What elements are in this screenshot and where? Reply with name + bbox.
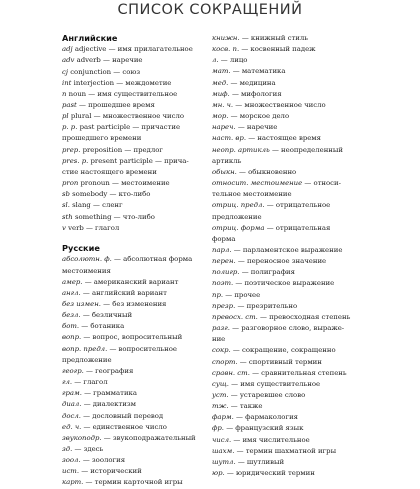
abbreviation-entry: [62, 122, 210, 133]
abbreviation-term: перен.: [212, 257, 236, 266]
abbreviation-entry: [62, 411, 210, 422]
abbreviation-meaning: — юридический термин: [224, 469, 315, 478]
abbreviation-term: pl: [62, 112, 69, 121]
abbreviation-entry: [62, 78, 210, 89]
abbreviation-meaning: — превосходная степень: [257, 312, 351, 321]
abbreviation-entry: [62, 344, 210, 355]
abbreviation-term: отриц. предл.: [212, 201, 265, 210]
abbreviation-meaning: verb — глагол: [65, 223, 120, 232]
abbreviation-term: сокр.: [212, 346, 231, 355]
abbreviation-entry: [212, 401, 382, 412]
abbreviation-entry: [62, 332, 210, 343]
abbreviation-term: pron: [62, 179, 79, 188]
abbreviation-entry: [212, 178, 382, 189]
abbreviation-entry: [212, 100, 382, 111]
abbreviation-entry: [212, 167, 382, 178]
abbreviation-entry: [62, 466, 210, 477]
abbreviation-meaning: — морское дело: [228, 112, 290, 121]
abbreviation-meaning: — мифология: [229, 89, 282, 98]
abbreviation-term: неопр. артикль: [212, 145, 270, 154]
right-column: [212, 33, 382, 479]
abbreviation-meaning: preposition — предлог: [80, 145, 163, 154]
abbreviation-meaning: — косвенный падеж: [239, 45, 316, 54]
abbreviation-entry: [62, 377, 210, 388]
abbreviation-entry: [212, 256, 382, 267]
abbreviation-meaning: — термин шахматной игры: [234, 446, 337, 455]
abbreviation-term: p. p.: [62, 123, 78, 132]
abbreviation-entry: [212, 423, 382, 434]
abbreviation-meaning: предложение: [212, 212, 262, 221]
abbreviation-entry: [62, 133, 210, 144]
abbreviation-term: зоол.: [62, 456, 81, 465]
abbreviation-entry: [62, 433, 210, 444]
abbreviation-entry: [62, 178, 210, 189]
abbreviation-entry: [62, 288, 210, 299]
abbreviation-meaning: — полиграфия: [239, 268, 295, 277]
abbreviation-meaning: — разговорное слово, выраже-: [229, 324, 345, 333]
abbreviation-entry: [212, 312, 382, 323]
abbreviation-term: ист.: [62, 467, 80, 476]
abbreviation-term: книжн.: [212, 34, 240, 42]
abbreviation-meaning: — термин карточной игры: [83, 478, 183, 487]
abbreviation-meaning: форма: [212, 234, 236, 243]
abbreviation-entry: [62, 444, 210, 455]
abbreviation-term: pres. p.: [62, 156, 89, 165]
abbreviation-term: разг.: [212, 324, 230, 333]
abbreviation-meaning: — география: [83, 366, 134, 375]
abbreviation-meaning: — грамматика: [81, 389, 137, 398]
abbreviation-term: мн. ч.: [212, 100, 234, 109]
abbreviation-meaning: — глагол: [72, 378, 108, 387]
abbreviation-term: обыкн.: [212, 167, 237, 176]
abbreviation-meaning: — переносное значение: [235, 257, 327, 266]
abbreviation-entry: [62, 89, 210, 100]
abbreviation-entry: [62, 422, 210, 433]
abbreviation-term: диал.: [62, 400, 82, 409]
abbreviation-entry: [62, 200, 210, 211]
abbreviation-meaning: — обыкновенно: [236, 167, 297, 176]
abbreviation-term: досл.: [62, 411, 81, 420]
abbreviation-entry: [212, 267, 382, 278]
abbreviation-term: n: [62, 89, 67, 98]
abbreviation-meaning: — отрицательная: [264, 223, 331, 232]
abbreviation-meaning: — парламентское выражение: [231, 245, 343, 254]
abbreviation-entry: [212, 234, 382, 245]
section-heading: Русские: [62, 243, 100, 254]
abbreviation-entry: [212, 89, 382, 100]
abbreviation-term: сравн. ст.: [212, 368, 250, 377]
abbreviation-entry: [212, 33, 382, 44]
abbreviation-entry: [212, 379, 382, 390]
abbreviation-entry: [212, 245, 382, 256]
abbreviation-meaning: adverb — наречие: [74, 56, 143, 65]
abbreviation-term: adv: [62, 56, 75, 65]
abbreviation-term: грам.: [62, 389, 82, 398]
abbreviation-term: sb: [62, 190, 70, 199]
abbreviation-meaning: — имя существительное: [228, 379, 321, 388]
abbreviation-term: спорт.: [212, 357, 238, 366]
abbreviation-entry: [212, 78, 382, 89]
abbreviation-entry: [212, 412, 382, 423]
section-heading: Английские: [62, 33, 118, 43]
abbreviation-entry: [62, 388, 210, 399]
abbreviation-entry: [212, 44, 382, 55]
abbreviation-entry: [212, 290, 382, 301]
abbreviation-meaning: — шутливый: [235, 457, 285, 466]
abbreviation-term: фарм.: [212, 413, 234, 422]
abbreviation-entry: [62, 254, 210, 265]
abbreviation-term: мор.: [212, 112, 229, 121]
abbreviation-term: миф.: [212, 89, 230, 98]
abbreviation-meaning: — здесь: [72, 445, 104, 454]
abbreviation-entry: [212, 200, 382, 211]
abbreviation-term: сущ.: [212, 379, 229, 388]
abbreviation-meaning: — также: [228, 402, 263, 411]
abbreviation-entry: [62, 310, 210, 321]
abbreviation-entry: [212, 212, 382, 223]
abbreviation-entry: [62, 477, 210, 488]
abbreviation-meaning: present participle — прича-: [88, 156, 189, 165]
abbreviation-term: мед.: [212, 78, 229, 87]
abbreviation-term: презр.: [212, 301, 236, 310]
abbreviation-term: уст.: [212, 391, 229, 399]
abbreviation-meaning: — поэтическое выражение: [233, 279, 335, 288]
abbreviation-entry: [212, 223, 382, 234]
abbreviation-meaning: — французский язык: [224, 424, 304, 433]
abbreviation-meaning: — математика: [230, 67, 286, 76]
abbreviation-term: относит. местоимение: [212, 179, 303, 188]
abbreviation-meaning: — исторический: [79, 467, 142, 476]
abbreviation-meaning: — диалектизм: [81, 400, 136, 409]
abbreviation-term: звукоподр.: [62, 433, 102, 442]
abbreviation-entry: [212, 323, 382, 334]
abbreviation-term: вопр.: [62, 333, 82, 342]
abbreviation-term: adj: [62, 45, 73, 54]
abbreviation-term: мат.: [212, 67, 231, 76]
abbreviation-term: cj: [62, 67, 68, 76]
abbreviation-entry: [62, 67, 210, 78]
abbreviation-meaning: — презрительно: [235, 301, 298, 310]
abbreviation-meaning: pronoun — местоимение: [78, 179, 170, 188]
abbreviation-meaning: — устаревшее слово: [228, 391, 306, 399]
abbreviation-entry: [212, 189, 382, 200]
abbreviation-meaning: past participle — причастие: [77, 123, 181, 132]
abbreviation-entry: [212, 357, 382, 368]
abbreviation-meaning: — английский вариант: [80, 288, 167, 297]
abbreviation-term: шутл.: [212, 457, 236, 466]
abbreviation-entry: [62, 145, 210, 156]
abbreviation-entry: [212, 345, 382, 356]
abbreviation-entry: [212, 55, 382, 66]
abbreviation-term: бот.: [62, 322, 80, 331]
abbreviation-entry: [62, 355, 210, 366]
abbreviation-meaning: — звукоподражательный: [101, 433, 196, 442]
abbreviation-meaning: plural — множественное число: [68, 112, 185, 121]
abbreviation-term: отриц. форма: [212, 223, 265, 232]
abbreviation-entry: [212, 301, 382, 312]
abbreviation-meaning: — американский вариант: [82, 277, 179, 286]
abbreviation-entry: [212, 334, 382, 345]
abbreviation-meaning: — лицо: [218, 56, 248, 65]
abbreviation-entry: [62, 212, 210, 223]
abbreviation-term: англ.: [62, 288, 81, 297]
page-title: СПИСОК СОКРАЩЕНИЙ: [117, 2, 303, 18]
abbreviation-meaning: прошедшего времени: [62, 134, 142, 143]
abbreviation-term: геогр.: [62, 366, 84, 375]
abbreviation-meaning: noun — имя существительное: [66, 89, 178, 98]
abbreviation-term: абсолютн. ф.: [62, 255, 112, 264]
abbreviation-entry: [212, 390, 382, 401]
abbreviation-term: юр.: [212, 469, 225, 478]
abbreviation-meaning: тельное местоимение: [212, 190, 292, 199]
left-column: [62, 33, 210, 489]
abbreviation-meaning: предложение: [62, 355, 112, 364]
abbreviation-meaning: — прочее: [223, 290, 261, 299]
abbreviation-meaning: — наречие: [235, 123, 278, 132]
abbreviation-meaning: — сравнительная степень: [249, 368, 347, 377]
abbreviation-meaning: something — что-либо: [72, 212, 155, 221]
abbreviation-meaning: — настоящее время: [246, 134, 322, 143]
abbreviation-meaning: — фармакология: [233, 413, 299, 422]
abbreviation-entry: [212, 446, 382, 457]
abbreviation-meaning: — медицина: [228, 78, 276, 87]
abbreviation-entry: [212, 278, 382, 289]
abbreviation-entry: [212, 66, 382, 77]
abbreviation-entry: [62, 111, 210, 122]
abbreviation-entry: [62, 366, 210, 377]
abbreviation-meaning: — зоология: [80, 456, 126, 465]
abbreviation-entry: [62, 100, 210, 111]
abbreviation-meaning: conjunction — союз: [68, 67, 141, 76]
abbreviation-meaning: — вопросительное: [107, 344, 178, 353]
abbreviation-term: шахм.: [212, 446, 235, 455]
abbreviation-term: past: [62, 100, 77, 109]
abbreviation-term: безл.: [62, 311, 81, 320]
abbreviation-term: карт.: [62, 478, 84, 487]
abbreviation-term: v: [62, 223, 66, 232]
abbreviation-term: тж.: [212, 402, 229, 411]
abbreviation-meaning: — дословный перевод: [80, 411, 164, 420]
abbreviation-term: полигр.: [212, 268, 240, 277]
abbreviation-meaning: — книжный стиль: [239, 34, 309, 42]
abbreviation-meaning: interjection — междометие: [71, 78, 172, 87]
abbreviation-meaning: — сокращение, сокращенно: [230, 346, 336, 355]
abbreviation-term: наст. вр.: [212, 134, 247, 143]
abbreviation-entry: [212, 468, 382, 479]
abbreviation-meaning: adjective — имя прилагательное: [72, 45, 193, 54]
abbreviation-entry: [212, 111, 382, 122]
abbreviation-term: sth: [62, 212, 73, 221]
abbreviation-term: int: [62, 78, 72, 87]
abbreviation-term: ед. ч.: [62, 422, 82, 431]
abbreviation-meaning: — прошедшее время: [76, 100, 155, 109]
abbreviation-term: зд.: [62, 445, 73, 454]
abbreviation-entry: [212, 145, 382, 156]
abbreviation-meaning: — безличный: [80, 311, 133, 320]
abbreviation-entry: [62, 167, 210, 178]
abbreviation-entry: [62, 55, 210, 66]
abbreviation-term: без измен.: [62, 299, 101, 308]
abbreviation-entry: [62, 223, 210, 234]
abbreviation-entry: [62, 299, 210, 310]
abbreviation-meaning: — множественное число: [233, 100, 326, 109]
abbreviation-term: sl.: [62, 201, 70, 210]
abbreviation-entry: [62, 455, 210, 466]
abbreviation-meaning: стие настоящего времени: [62, 167, 157, 176]
abbreviation-meaning: — абсолютная форма: [111, 255, 193, 264]
abbreviation-term: нареч.: [212, 123, 236, 132]
abbreviation-meaning: ние: [212, 335, 226, 344]
abbreviation-meaning: — имя числительное: [231, 435, 310, 444]
abbreviation-term: л.: [212, 56, 219, 65]
abbreviation-term: превосх. ст.: [212, 312, 258, 321]
abbreviation-term: поэт.: [212, 279, 234, 288]
abbreviation-term: вопр. предл.: [62, 344, 108, 353]
abbreviation-meaning: — спортивный термин: [237, 357, 322, 366]
abbreviation-meaning: местоимения: [62, 266, 111, 275]
abbreviation-term: косв. п.: [212, 45, 240, 54]
abbreviation-meaning: артикль: [212, 156, 242, 165]
abbreviation-term: пр.: [212, 290, 224, 299]
abbreviation-meaning: — единственное число: [81, 422, 167, 431]
abbreviation-term: парл.: [212, 245, 232, 254]
abbreviation-term: фр.: [212, 424, 224, 433]
abbreviation-meaning: — отрицательное: [264, 201, 331, 210]
abbreviation-meaning: somebody — кто-либо: [69, 190, 151, 199]
abbreviation-meaning: — неопределенный: [269, 145, 343, 154]
abbreviation-term: prep.: [62, 145, 81, 154]
abbreviation-meaning: — без изменения: [100, 299, 167, 308]
abbreviation-entry: [62, 266, 210, 277]
abbreviation-meaning: — относи-: [302, 179, 341, 188]
abbreviation-entry: [62, 277, 210, 288]
abbreviation-entry: [212, 457, 382, 468]
abbreviation-term: гл.: [62, 378, 73, 387]
abbreviation-term: амер.: [62, 277, 83, 286]
abbreviation-entry: [62, 189, 210, 200]
abbreviation-meaning: — ботаника: [79, 322, 125, 331]
abbreviation-entry: [62, 156, 210, 167]
abbreviation-entry: [212, 435, 382, 446]
abbreviation-entry: [212, 156, 382, 167]
abbreviation-entry: [212, 368, 382, 379]
abbreviation-entry: [62, 44, 210, 55]
abbreviation-entry: [212, 122, 382, 133]
abbreviation-term: числ.: [212, 435, 232, 444]
abbreviation-entry: [212, 133, 382, 144]
abbreviation-meaning: — вопрос, вопросительный: [81, 333, 183, 342]
abbreviation-entry: [62, 321, 210, 332]
abbreviation-meaning: slang — сленг: [69, 201, 123, 210]
abbreviation-entry: [62, 399, 210, 410]
